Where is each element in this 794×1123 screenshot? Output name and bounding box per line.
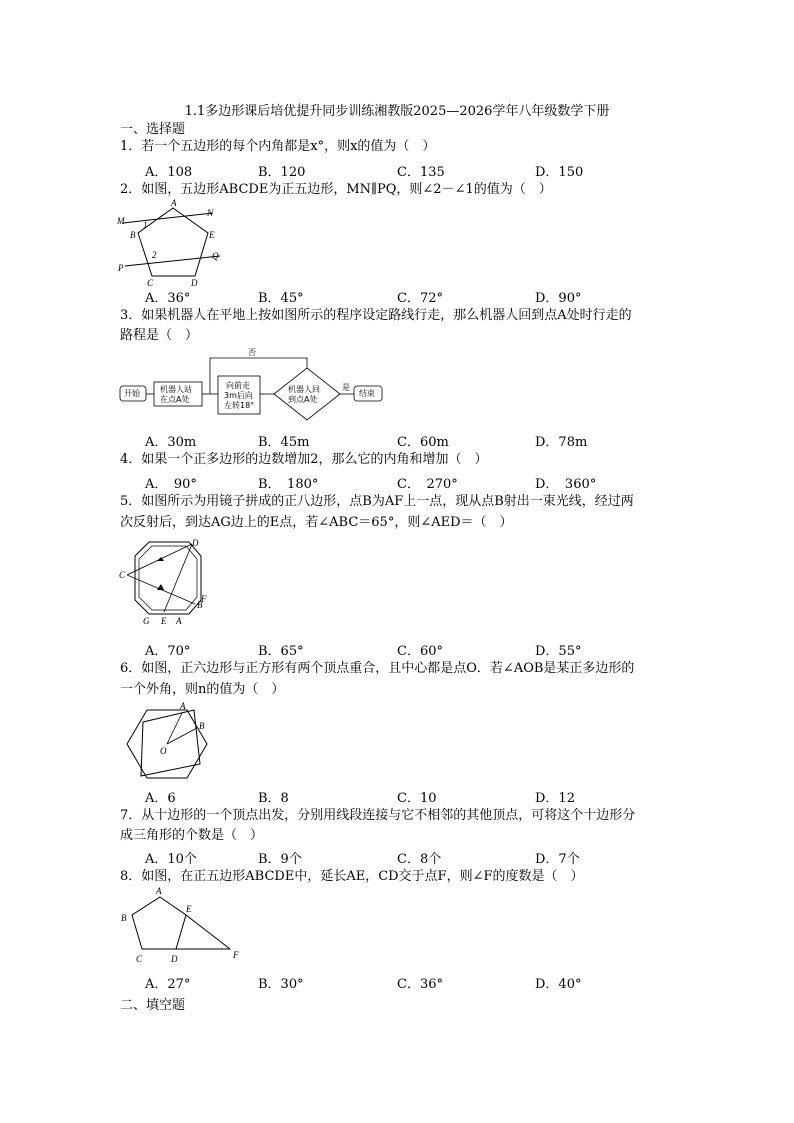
label-two: 2 <box>152 250 157 260</box>
choice-d: D．55° <box>535 644 582 659</box>
choice-a: A．36° <box>145 291 191 306</box>
choice-b: B．45m <box>258 435 310 450</box>
flow-step2-line2: 3m后向 <box>224 391 253 400</box>
choice-c: C． 270° <box>397 477 458 492</box>
label-q: Q <box>212 251 219 261</box>
question-1-choices <box>145 161 705 180</box>
choice-d: D．12 <box>535 791 575 806</box>
choice-b: B．8 <box>258 791 289 806</box>
label-g: G <box>143 616 150 626</box>
question-7-text-1: 7．从十边形的一个顶点出发，分别用线段连接与它不相邻的其他顶点，可将这个十边形分 <box>120 808 636 823</box>
label-c: C <box>119 570 126 580</box>
choice-d: D． 360° <box>535 477 597 492</box>
section-heading-choice: 一、选择题 <box>120 122 186 137</box>
label-one: 1 <box>143 220 148 230</box>
choice-a: A．27° <box>145 977 191 992</box>
figure-q5-octagon <box>117 538 217 628</box>
label-e: E <box>186 904 192 914</box>
choice-c: C．72° <box>397 291 443 306</box>
label-p: P <box>118 263 124 273</box>
flow-step1-line1: 机器人站 <box>160 385 192 394</box>
label-b: B <box>121 913 127 923</box>
question-5-text-1: 5．如图所示为用镜子拼成的正八边形，点B为AF上一点，现从点B射出一束光线，经过两 <box>120 494 634 509</box>
section-heading-fill: 二、填空题 <box>120 998 186 1013</box>
figure-q8-pentagon <box>118 885 248 970</box>
question-6-text-2: 一个外角，则n的值为（ ） <box>120 682 285 697</box>
question-7-choices <box>145 848 705 867</box>
label-f: F <box>201 594 207 604</box>
question-1-text: 1．若一个五边形的每个内角都是x°，则x的值为（ ） <box>120 139 436 154</box>
choice-b: B．9个 <box>258 852 302 867</box>
flow-start: 开始 <box>124 389 140 398</box>
question-6-choices <box>145 787 705 806</box>
label-m: M <box>117 216 125 226</box>
choice-c: C．60° <box>397 644 443 659</box>
question-7-text-2: 成三角形的个数是（ ） <box>120 828 264 843</box>
label-n: N <box>207 208 214 218</box>
label-a: A <box>176 616 182 626</box>
choice-a: A．70° <box>145 644 191 659</box>
question-4-text: 4．如果一个正多边形的边数增加2，那么它的内角和增加（ ） <box>120 452 488 467</box>
label-b: B <box>197 600 203 610</box>
flow-no-label: 否 <box>248 348 256 357</box>
page-title: 1.1多边形课后培优提升同步训练湘教版2025—2026学年八年级数学下册 <box>184 104 610 119</box>
choice-d: D．40° <box>535 977 582 992</box>
choice-c: C．10 <box>397 791 437 806</box>
flow-end: 结束 <box>359 389 375 398</box>
choice-d: D．90° <box>535 291 582 306</box>
question-6-text-1: 6．如图，正六边形与正方形有两个顶点重合，且中心都是点O．若∠AOB是某正多边形的 <box>120 661 635 676</box>
label-e: E <box>209 230 215 240</box>
question-5-choices <box>145 640 705 659</box>
label-b: B <box>130 230 136 240</box>
label-a: A <box>171 198 177 208</box>
flow-step2-line1: 向前走 <box>226 381 250 390</box>
label-e: E <box>161 616 167 626</box>
question-8-text: 8．如图，在正五边形ABCDE中，延长AE，CD交于点F，则∠F的度数是（ ） <box>120 869 584 884</box>
label-f: F <box>233 950 239 960</box>
label-a: A <box>180 701 186 711</box>
choice-a: A．6 <box>145 791 176 806</box>
choice-b: B．30° <box>258 977 304 992</box>
choice-c: C．135 <box>397 165 445 180</box>
choice-d: D．78m <box>535 435 588 450</box>
question-3-text-2: 路程是（ ） <box>120 328 199 343</box>
figure-q3-flowchart <box>118 348 388 418</box>
label-o: O <box>160 746 167 756</box>
choice-c: C．60m <box>397 435 449 450</box>
question-4-choices <box>145 473 705 492</box>
label-c: C <box>147 278 154 288</box>
choice-c: C．8个 <box>397 852 442 867</box>
choice-b: B． 180° <box>258 477 319 492</box>
question-5-text-2: 次反射后，到达AG边上的E点，若∠ABC＝65°，则∠AED＝（ ） <box>120 515 513 530</box>
question-2-choices <box>145 287 705 306</box>
choice-a: A． 90° <box>145 477 197 492</box>
flow-decision-line1: 机器人回 <box>288 385 320 394</box>
choice-a: A．10个 <box>145 852 197 867</box>
label-d: D <box>192 538 199 548</box>
choice-a: A．30m <box>145 435 197 450</box>
figure-q2-pentagon <box>115 198 235 286</box>
flow-decision-line2: 到点A处 <box>288 395 318 404</box>
choice-b: B．65° <box>258 644 304 659</box>
choice-d: D．7个 <box>535 852 580 867</box>
label-d: D <box>191 278 198 288</box>
question-3-text-1: 3．如果机器人在平地上按如图所示的程序设定路线行走，那么机器人回到点A处时行走的 <box>120 308 632 323</box>
choice-b: B．45° <box>258 291 304 306</box>
question-3-choices <box>145 431 705 450</box>
flow-yes-label: 是 <box>342 383 350 392</box>
figure-q6-hexagon-square <box>117 700 217 785</box>
label-d: D <box>171 954 178 964</box>
choice-a: A．108 <box>145 165 193 180</box>
question-2-text: 2．如图，五边形ABCDE为正五边形，MN∥PQ，则∠2－∠1的值为（ ） <box>120 182 552 197</box>
choice-c: C．36° <box>397 977 443 992</box>
label-b: B <box>199 721 205 731</box>
flow-step1-line2: 在点A处 <box>160 395 190 404</box>
label-a: A <box>156 886 162 896</box>
label-c: C <box>136 954 143 964</box>
choice-b: B．120 <box>258 165 306 180</box>
question-8-choices <box>145 973 705 992</box>
choice-d: D．150 <box>535 165 584 180</box>
flow-step2-line3: 左转18° <box>224 401 255 410</box>
